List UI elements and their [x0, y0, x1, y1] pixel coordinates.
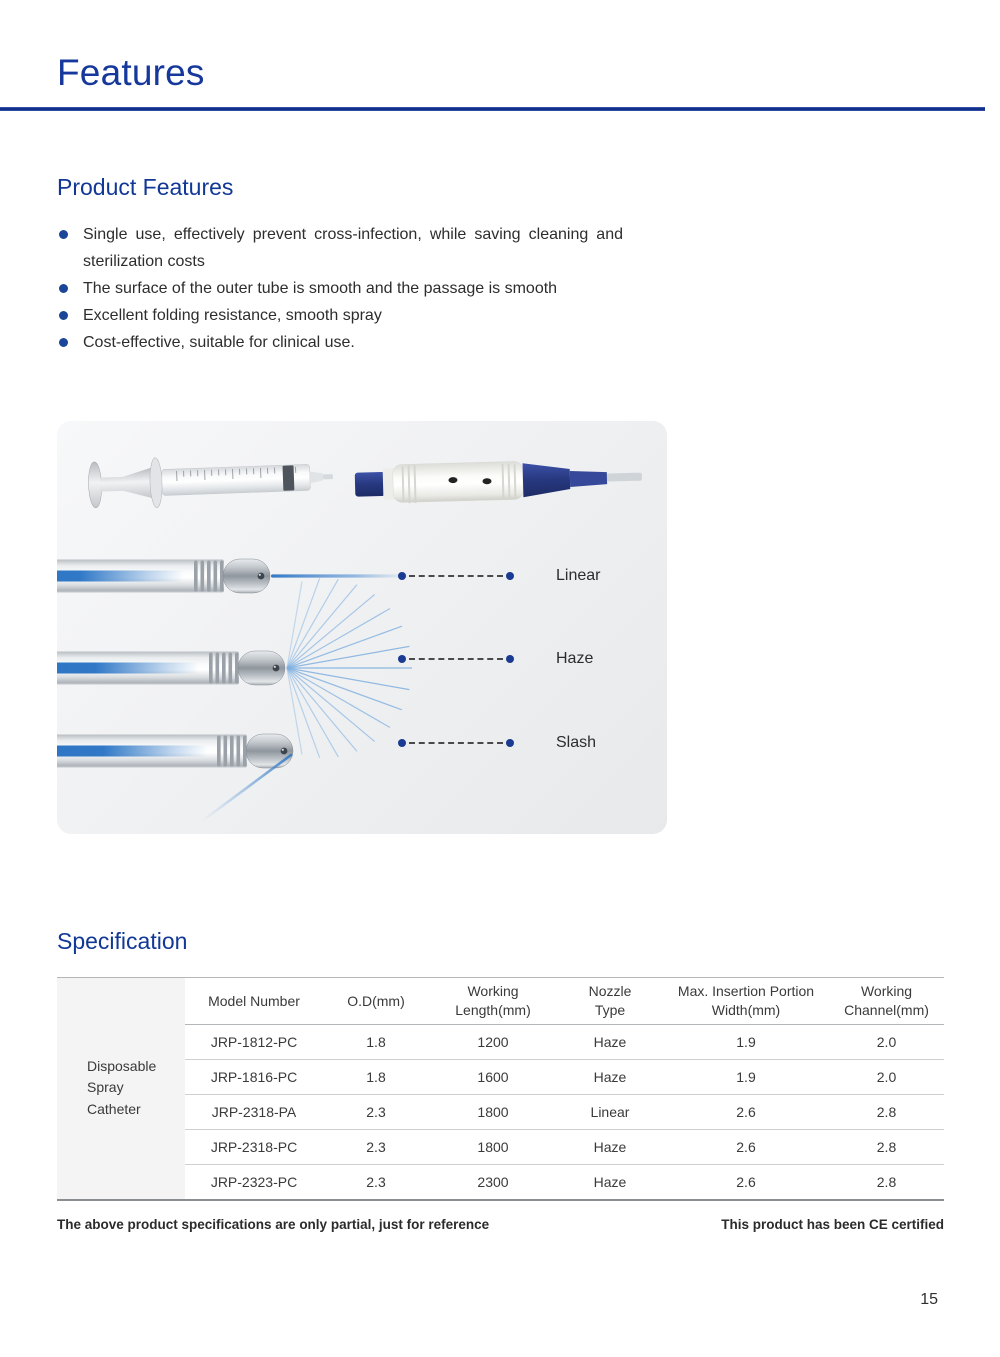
connector-dot-icon [506, 655, 514, 663]
linear-spray [271, 574, 413, 577]
cell-insertion: 1.9 [663, 1025, 829, 1060]
catheter-handle-illustration [355, 458, 643, 504]
specification-table [57, 977, 944, 1201]
connector-dash-line [409, 658, 503, 660]
cell-nozzle: Linear [557, 1095, 663, 1130]
cell-length: 1800 [429, 1095, 557, 1130]
spray-type-label: Slash [556, 734, 597, 751]
catheter-linear-illustration [57, 559, 270, 593]
feature-text: The surface of the outer tube is smooth and the passage is smooth [83, 280, 558, 297]
cell-insertion: 2.6 [663, 1095, 829, 1130]
cell-length: 1800 [429, 1130, 557, 1165]
dashed-connector [398, 572, 514, 580]
connector-dot-icon [398, 572, 406, 580]
bullet-icon [59, 338, 68, 347]
cell-insertion: 2.6 [663, 1130, 829, 1165]
connector-dash-line [409, 575, 503, 577]
cell-channel: 2.8 [829, 1095, 944, 1130]
cell-od: 2.3 [323, 1095, 429, 1130]
column-header-od: O.D(mm) [323, 978, 429, 1025]
cell-model: JRP-2318-PA [185, 1095, 323, 1130]
cell-length: 2300 [477, 1173, 509, 1190]
syringe-illustration [88, 452, 334, 511]
column-header-max-insertion: Max. Insertion Portion Width(mm) [663, 978, 829, 1025]
cell-model: JRP-1816-PC [185, 1060, 323, 1095]
cell-channel: 2.0 [829, 1025, 944, 1060]
connector-dot-icon [398, 739, 406, 747]
footnotes [57, 1217, 944, 1232]
spray-type-label: Haze [556, 650, 594, 667]
footnote-left: The above product specifications are only partial, just for reference [57, 1216, 490, 1232]
cell-model: JRP-1812-PC [185, 1025, 323, 1060]
feature-text: Cost-effective, suitable for clinical use. [83, 334, 355, 351]
cell-od: 2.3 [366, 1173, 386, 1190]
catheter-slash-illustration [57, 734, 293, 768]
cell-model: JRP-2323-PC [210, 1173, 298, 1190]
section-title-product-features: Product Features [57, 174, 234, 200]
cell-length: 1200 [429, 1025, 557, 1060]
spray-type-row-haze [398, 649, 658, 669]
cell-nozzle: Haze [557, 1025, 663, 1060]
connector-dot-icon [398, 655, 406, 663]
column-header-nozzle-type: Nozzle Type [557, 978, 663, 1025]
table-row [57, 1025, 944, 1060]
feature-item [57, 302, 944, 329]
page-number: 15 [920, 1291, 938, 1308]
cell-nozzle: Haze [593, 1173, 627, 1190]
cell-channel: 2.0 [829, 1060, 944, 1095]
connector-dot-icon [506, 572, 514, 580]
column-header-working-length: Working Length(mm) [429, 978, 557, 1025]
dashed-connector [398, 655, 514, 663]
dashed-connector [398, 739, 514, 747]
product-illustration [57, 421, 667, 834]
connector-dot-icon [506, 739, 514, 747]
feature-item [57, 275, 944, 302]
spray-type-label: Linear [556, 567, 601, 584]
feature-text: Single use, effectively prevent cross-infection, while saving cleaning and sterilization costs [83, 226, 623, 270]
cell-od: 1.8 [323, 1060, 429, 1095]
cell-length: 1600 [429, 1060, 557, 1095]
cell-insertion: 2.6 [736, 1173, 756, 1190]
cell-model: JRP-2318-PC [185, 1130, 323, 1165]
feature-item [57, 329, 944, 356]
cell-insertion: 1.9 [663, 1060, 829, 1095]
catheter-haze-illustration [57, 651, 285, 685]
page-title: Features [57, 52, 205, 93]
cell-nozzle: Haze [557, 1130, 663, 1165]
spray-type-row-linear [398, 566, 658, 586]
connector-dash-line [409, 742, 503, 744]
cell-nozzle: Haze [557, 1060, 663, 1095]
footnote-right: This product has been CE certified [721, 1216, 944, 1232]
catheter-illustration-graphic [57, 421, 667, 834]
cell-od: 1.8 [323, 1025, 429, 1060]
table-header-row [57, 978, 944, 1025]
table-row [57, 1095, 944, 1130]
cell-channel: 2.8 [876, 1173, 897, 1190]
table-row [57, 1130, 944, 1165]
table-row [57, 1165, 944, 1200]
title-rule [0, 107, 985, 111]
feature-text: Excellent folding resistance, smooth spray [83, 307, 382, 324]
section-title-specification: Specification [57, 928, 188, 954]
feature-item [57, 221, 944, 275]
haze-spray [287, 578, 412, 757]
bullet-icon [59, 311, 68, 320]
table-row-group-label: Disposable Spray Catheter [57, 978, 185, 1200]
column-header-working-channel: Working Channel(mm) [829, 978, 944, 1025]
column-header-model: Model Number [185, 978, 323, 1025]
bullet-icon [59, 284, 68, 293]
cell-channel: 2.8 [829, 1130, 944, 1165]
cell-od: 2.3 [323, 1130, 429, 1165]
bullet-icon [59, 230, 68, 239]
product-features-list [57, 221, 944, 356]
table-row [57, 1060, 944, 1095]
spray-type-row-slash [398, 733, 658, 753]
